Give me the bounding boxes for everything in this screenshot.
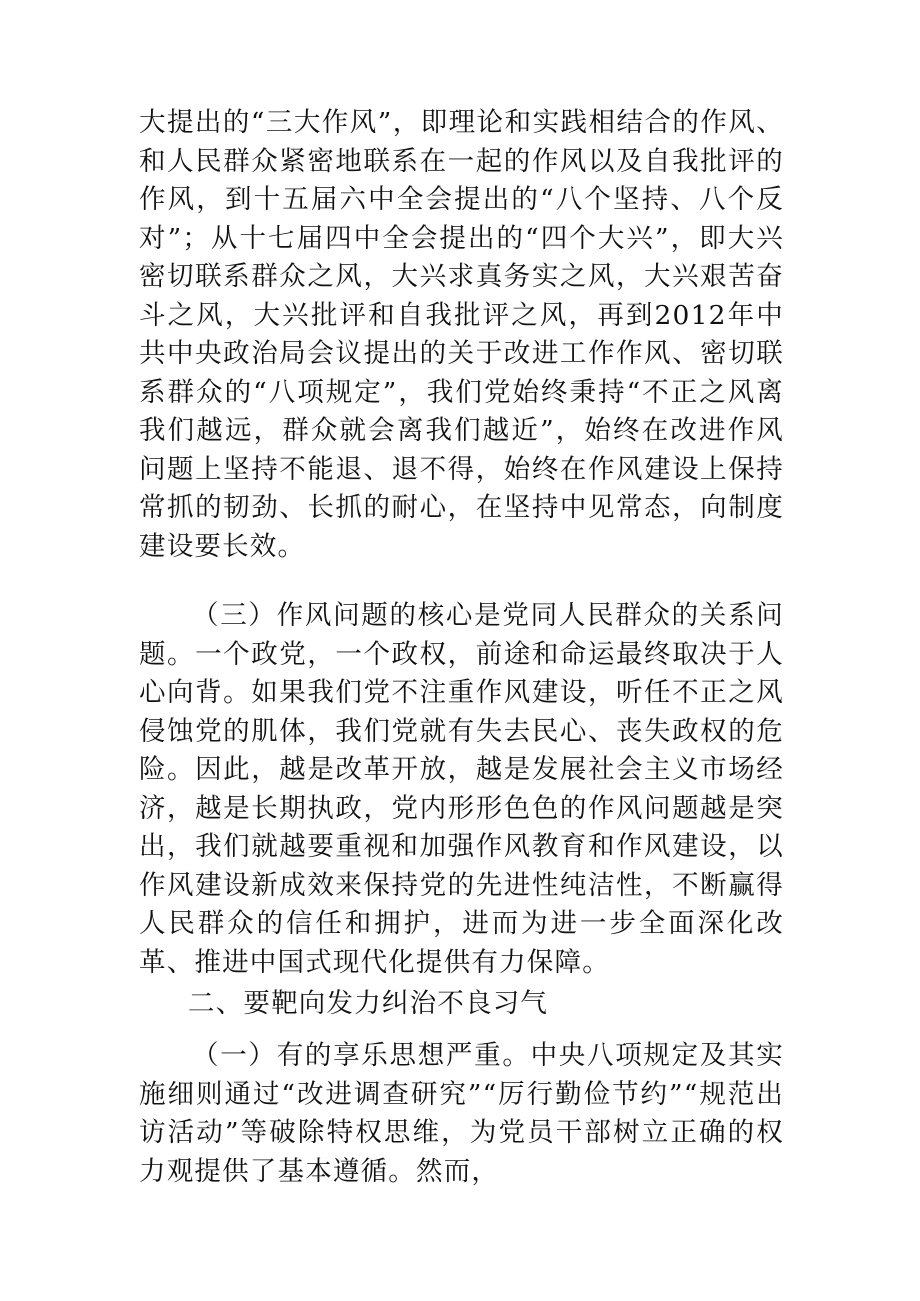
paragraph-section-three: （三）作风问题的核心是党同人民群众的关系问题。一个政党，一个政权，前途和命运最终取决于人心向背。如果我们党不注重作风建设，听任不正之风侵蚀党的肌体，我们党就有失去民心、丧失政权的危险。因此，越是改革开放，越是发展社会主义市场经济，越是长期执政，党内形形色色的作风问题越是突出，我们就越要重视和加强作风教育和作风建设，以作风建设新成效来保持党的先进性纯洁性，不断赢得人民群众的信任和拥护，进而为进一步全面深化改革、推进中国式现代化提供有力保障。 <box>139 600 784 978</box>
paragraph-subsection-one: （一）有的享乐思想严重。中央八项规定及其实施细则通过“改进调查研究”“厉行勤俭节约”“规范出访活动”等破除特权思维，为党员干部树立正确的权力观提供了基本遵循。然而， <box>139 1040 784 1187</box>
paragraph-continued: 大提出的“三大作风”，即理论和实践相结合的作风、和人民群众紧密地联系在一起的作风以及自我批评的作风，到十五届六中全会提出的“八个坚持、八个反对”；从十七届四中全会提出的“四个大兴”，即大兴密切联系群众之风，大兴求真务实之风，大兴艰苦奋斗之风，大兴批评和自我批评之风，再到2012年中共中央政治局会议提出的关于改进工作作风、密切联系群众的“八项规定”，我们党始终秉持“不正之风离我们越远，群众就会离我们越近”，始终在改进作风问题上坚持不能退、退不得，始终在作风建设上保持常抓的韧劲、长抓的耐心，在坚持中见常态，向制度建设要长效。 <box>139 107 784 562</box>
section-heading: 二、要靶向发力纠治不良习气 <box>188 988 549 1019</box>
